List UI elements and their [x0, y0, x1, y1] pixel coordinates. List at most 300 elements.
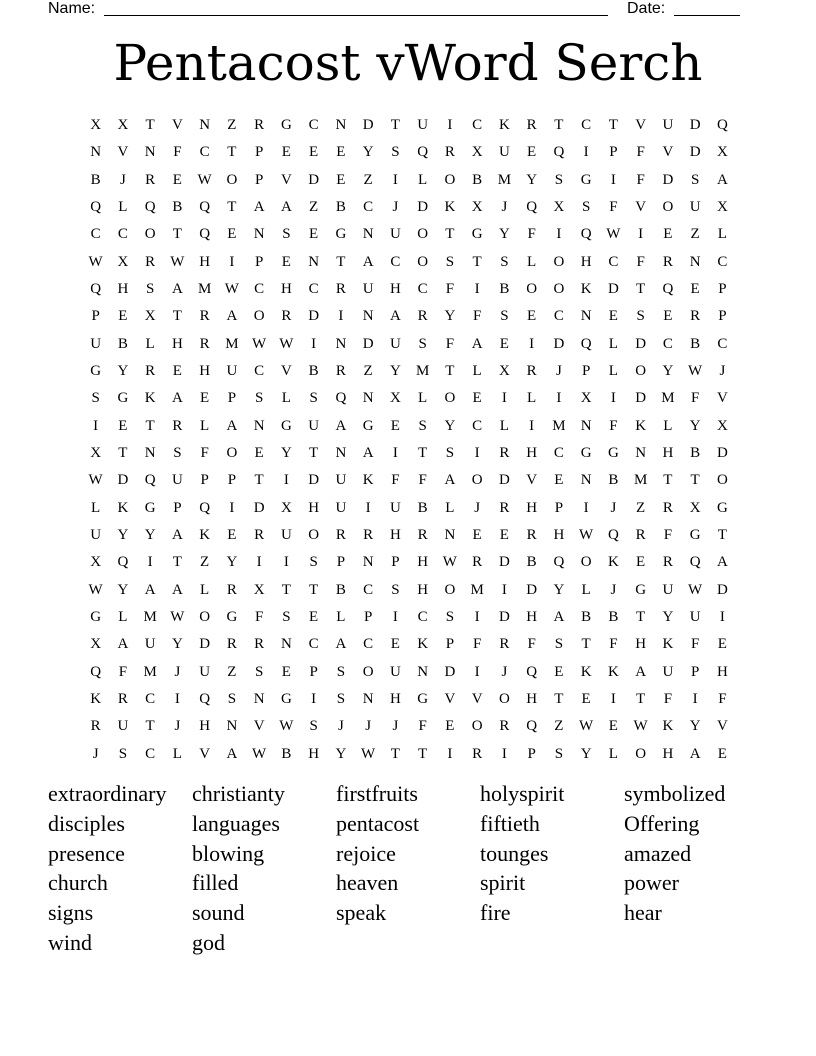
grid-letter: Q: [144, 472, 156, 489]
grid-letter: U: [335, 499, 347, 516]
grid-letter: H: [417, 554, 429, 571]
grid-letter: E: [554, 663, 564, 680]
grid-letter: H: [389, 690, 401, 707]
grid-letter: P: [91, 308, 100, 325]
grid-letter: T: [118, 444, 128, 461]
word-list-item: power: [624, 870, 679, 896]
grid-letter: I: [392, 171, 398, 188]
grid-letter: P: [336, 554, 346, 571]
word-list-row: [48, 869, 768, 899]
grid-letter: Y: [335, 745, 347, 762]
grid-letter: B: [608, 472, 619, 489]
grid-letter: W: [88, 253, 103, 270]
grid-letter: M: [415, 362, 430, 379]
grid-row: [82, 715, 736, 742]
grid-letter: P: [554, 499, 564, 516]
grid-letter: A: [171, 526, 183, 543]
grid-row: [82, 114, 736, 141]
grid-letter: Z: [227, 663, 237, 680]
grid-letter: N: [335, 444, 347, 461]
grid-letter: B: [581, 608, 592, 625]
grid-letter: H: [308, 745, 320, 762]
grid-letter: L: [200, 581, 210, 598]
grid-letter: E: [717, 745, 727, 762]
grid-letter: W: [170, 253, 185, 270]
grid-letter: W: [688, 362, 703, 379]
word-list-item: firstfruits: [336, 781, 418, 806]
grid-letter: I: [638, 226, 644, 243]
grid-row: [82, 169, 736, 196]
grid-letter: L: [527, 390, 537, 407]
word-list: [48, 780, 768, 959]
word-list-item: signs: [48, 900, 94, 926]
grid-letter: I: [583, 499, 589, 516]
grid-letter: R: [90, 718, 101, 735]
grid-letter: D: [362, 117, 374, 133]
grid-letter: Q: [607, 526, 619, 543]
grid-letter: H: [662, 444, 674, 461]
grid-letter: U: [335, 472, 347, 489]
grid-letter: B: [417, 499, 428, 516]
grid-letter: F: [254, 608, 264, 625]
grid-letter: E: [390, 636, 400, 653]
grid-letter: S: [173, 444, 182, 461]
grid-letter: T: [309, 444, 319, 461]
grid-row: [82, 743, 736, 770]
grid-letter: I: [556, 390, 562, 407]
grid-letter: P: [363, 608, 373, 625]
grid-letter: P: [254, 253, 264, 270]
grid-letter: O: [498, 690, 510, 707]
grid-letter: J: [610, 499, 617, 516]
grid-letter: L: [118, 198, 128, 215]
grid-letter: H: [308, 499, 320, 516]
word-list-item: church: [48, 870, 108, 896]
grid-letter: L: [145, 335, 155, 352]
grid-letter: C: [390, 253, 401, 270]
grid-letter: U: [389, 499, 401, 516]
word-list-item: hear: [624, 900, 662, 926]
grid-letter: P: [173, 499, 182, 516]
grid-letter: V: [280, 362, 292, 379]
grid-letter: T: [717, 526, 727, 543]
grid-letter: Q: [90, 198, 102, 215]
grid-letter: R: [172, 417, 183, 434]
grid-letter: R: [417, 526, 428, 543]
grid-letter: Q: [526, 718, 538, 735]
grid-letter: T: [390, 745, 400, 762]
grid-letter: Q: [553, 144, 565, 161]
word-list-item: symbolized: [624, 781, 726, 806]
grid-letter: M: [552, 417, 566, 434]
grid-letter: S: [254, 663, 264, 680]
grid-letter: N: [362, 390, 374, 407]
grid-row: [82, 606, 736, 633]
grid-letter: P: [445, 636, 455, 653]
grid-row: [82, 661, 736, 688]
grid-letter: E: [336, 144, 346, 161]
grid-letter: X: [253, 581, 265, 598]
grid-letter: Y: [444, 417, 456, 434]
grid-letter: O: [199, 608, 211, 625]
grid-letter: I: [392, 444, 398, 461]
grid-letter: Q: [526, 663, 538, 680]
grid-letter: D: [444, 663, 456, 680]
grid-letter: R: [472, 554, 483, 571]
grid-letter: K: [199, 526, 211, 543]
grid-letter: E: [200, 390, 210, 407]
grid-letter: V: [635, 117, 647, 133]
grid-letter: S: [418, 335, 427, 352]
grid-letter: F: [472, 636, 482, 653]
word-list-row: [48, 780, 768, 810]
grid-letter: J: [555, 362, 562, 379]
grid-letter: D: [498, 554, 510, 571]
grid-letter: O: [553, 253, 565, 270]
grid-letter: A: [226, 745, 238, 762]
grid-letter: Y: [689, 417, 701, 434]
grid-letter: V: [716, 390, 728, 407]
grid-letter: A: [226, 308, 238, 325]
grid-row: [82, 469, 736, 496]
grid-letter: R: [690, 308, 701, 325]
grid-letter: C: [417, 608, 428, 625]
grid-letter: Y: [580, 745, 592, 762]
grid-letter: J: [337, 718, 344, 735]
grid-letter: J: [719, 362, 726, 379]
word-list-item: extraordinary: [48, 781, 167, 806]
grid-letter: I: [610, 171, 616, 188]
grid-letter: S: [254, 390, 264, 407]
grid-letter: F: [418, 718, 427, 735]
grid-letter: D: [199, 636, 211, 653]
grid-letter: I: [174, 690, 180, 707]
grid-letter: A: [171, 280, 183, 297]
grid-letter: W: [252, 745, 267, 762]
grid-letter: I: [556, 226, 562, 243]
grid-letter: X: [90, 117, 102, 133]
grid-letter: S: [309, 390, 318, 407]
grid-letter: T: [145, 117, 155, 133]
grid-letter: N: [144, 444, 156, 461]
grid-letter: S: [282, 608, 291, 625]
grid-letter: J: [392, 718, 399, 735]
grid-letter: T: [636, 690, 646, 707]
word-list-item: presence: [48, 840, 125, 866]
word-list-item: speak: [336, 900, 387, 926]
grid-letter: A: [171, 390, 183, 407]
grid-letter: H: [280, 280, 292, 297]
grid-row: [82, 305, 736, 332]
grid-letter: I: [474, 663, 480, 680]
grid-letter: Z: [227, 117, 237, 133]
grid-letter: T: [554, 117, 564, 133]
grid-letter: Q: [90, 663, 102, 680]
word-list-item: languages: [192, 810, 280, 836]
grid-letter: D: [498, 472, 510, 489]
grid-letter: U: [144, 636, 156, 653]
grid-letter: R: [226, 636, 237, 653]
grid-letter: C: [308, 117, 319, 133]
grid-letter: N: [362, 690, 374, 707]
grid-letter: T: [390, 117, 400, 133]
grid-letter: G: [90, 608, 102, 625]
grid-letter: A: [362, 253, 374, 270]
grid-letter: P: [391, 554, 400, 571]
grid-letter: S: [336, 690, 346, 707]
grid-letter: W: [279, 335, 294, 352]
grid-letter: Q: [90, 280, 102, 297]
grid-letter: V: [253, 718, 265, 735]
grid-letter: T: [309, 581, 319, 598]
grid-letter: P: [309, 663, 318, 680]
grid-letter: H: [526, 499, 538, 516]
grid-letter: W: [88, 472, 103, 489]
grid-letter: E: [118, 417, 128, 434]
word-list-row: [48, 899, 768, 929]
grid-letter: X: [716, 417, 728, 434]
grid-letter: C: [308, 280, 319, 297]
grid-letter: E: [281, 253, 291, 270]
grid-letter: Z: [636, 499, 646, 516]
name-label: Name:: [48, 0, 96, 17]
grid-letter: I: [283, 472, 289, 489]
grid-letter: G: [689, 526, 701, 543]
grid-letter: S: [336, 663, 346, 680]
grid-letter: W: [606, 226, 621, 243]
grid-letter: V: [716, 718, 728, 735]
grid-letter: J: [365, 718, 372, 735]
grid-letter: K: [662, 718, 674, 735]
grid-letter: E: [663, 308, 673, 325]
grid-letter: J: [119, 171, 126, 188]
grid-letter: D: [308, 171, 320, 188]
grid-letter: F: [663, 690, 673, 707]
grid-letter: L: [418, 171, 428, 188]
grid-letter: Z: [554, 718, 564, 735]
grid-letter: T: [445, 226, 455, 243]
grid-letter: H: [662, 745, 674, 762]
grid-letter: D: [689, 117, 701, 133]
grid-letter: F: [118, 663, 128, 680]
grid-letter: C: [472, 417, 483, 434]
grid-letter: Q: [199, 690, 211, 707]
grid-row: [82, 333, 736, 360]
grid-letter: C: [581, 117, 592, 133]
grid-letter: E: [309, 144, 319, 161]
grid-letter: T: [145, 417, 155, 434]
grid-letter: O: [226, 171, 238, 188]
grid-letter: G: [362, 417, 374, 434]
word-list-item: god: [192, 929, 225, 955]
grid-letter: M: [197, 280, 212, 297]
grid-letter: C: [145, 690, 156, 707]
grid-letter: T: [172, 226, 182, 243]
grid-letter: R: [363, 526, 374, 543]
grid-letter: Q: [117, 554, 129, 571]
grid-letter: D: [253, 499, 265, 516]
grid-letter: L: [608, 745, 618, 762]
grid-letter: W: [170, 608, 185, 625]
grid-letter: P: [527, 745, 536, 762]
grid-letter: T: [472, 253, 482, 270]
grid-row: [82, 579, 736, 606]
grid-letter: C: [117, 226, 128, 243]
word-list-item: fiftieth: [480, 810, 540, 836]
grid-letter: G: [580, 444, 592, 461]
grid-letter: D: [662, 171, 674, 188]
grid-letter: I: [474, 608, 480, 625]
grid-letter: Y: [662, 362, 674, 379]
grid-letter: L: [608, 335, 618, 352]
grid-letter: P: [254, 144, 264, 161]
grid-letter: E: [254, 444, 264, 461]
word-list-row: [48, 840, 768, 870]
grid-letter: S: [554, 636, 564, 653]
word-list-item: fire: [480, 900, 511, 926]
grid-letter: W: [279, 718, 294, 735]
grid-letter: N: [362, 308, 374, 325]
grid-letter: J: [501, 663, 508, 680]
grid-letter: N: [362, 554, 374, 571]
grid-letter: I: [392, 608, 398, 625]
grid-letter: Q: [580, 226, 592, 243]
grid-letter: E: [499, 526, 509, 543]
grid-letter: D: [308, 472, 320, 489]
grid-letter: F: [636, 253, 645, 270]
grid-letter: Y: [117, 362, 129, 379]
grid-letter: N: [253, 417, 265, 434]
grid-letter: E: [281, 144, 291, 161]
grid-letter: G: [417, 690, 429, 707]
grid-letter: U: [171, 472, 183, 489]
grid-letter: I: [719, 608, 725, 625]
grid-letter: T: [227, 198, 237, 215]
grid-letter: U: [417, 117, 429, 133]
grid-letter: E: [636, 554, 646, 571]
grid-letter: O: [417, 253, 429, 270]
name-blank-line: [104, 15, 608, 16]
grid-letter: F: [445, 335, 455, 352]
grid-letter: S: [445, 253, 455, 270]
grid-letter: G: [226, 608, 238, 625]
grid-letter: W: [442, 554, 457, 571]
grid-letter: E: [608, 718, 618, 735]
grid-letter: X: [716, 144, 728, 161]
grid-letter: H: [580, 253, 592, 270]
grid-letter: L: [445, 499, 455, 516]
grid-letter: Z: [200, 554, 210, 571]
grid-letter: H: [526, 690, 538, 707]
grid-letter: B: [472, 171, 483, 188]
grid-letter: Q: [199, 499, 211, 516]
grid-letter: K: [607, 663, 619, 680]
grid-letter: O: [144, 226, 156, 243]
grid-letter: Y: [389, 362, 401, 379]
grid-letter: N: [689, 253, 701, 270]
grid-row: [82, 415, 736, 442]
grid-letter: U: [662, 581, 674, 598]
grid-letter: C: [553, 444, 564, 461]
grid-letter: X: [90, 444, 102, 461]
grid-letter: R: [335, 526, 346, 543]
grid-letter: F: [690, 636, 700, 653]
grid-letter: I: [311, 690, 317, 707]
grid-letter: B: [526, 554, 537, 571]
grid-letter: U: [689, 198, 701, 215]
grid-letter: Q: [417, 144, 429, 161]
grid-letter: V: [117, 144, 129, 161]
grid-letter: F: [200, 444, 209, 461]
grid-letter: B: [335, 198, 346, 215]
grid-row: [82, 524, 736, 551]
grid-letter: S: [445, 444, 455, 461]
grid-letter: L: [281, 390, 291, 407]
grid-letter: R: [145, 171, 156, 188]
grid-letter: S: [91, 390, 100, 407]
grid-letter: X: [90, 554, 102, 571]
word-list-item: heaven: [336, 870, 399, 896]
grid-row: [82, 497, 736, 524]
grid-letter: Y: [553, 581, 565, 598]
grid-letter: I: [529, 335, 535, 352]
grid-letter: D: [635, 335, 647, 352]
grid-letter: A: [471, 335, 483, 352]
grid-letter: G: [280, 417, 292, 434]
grid-letter: D: [526, 581, 538, 598]
grid-letter: R: [472, 745, 483, 762]
grid-letter: R: [662, 253, 673, 270]
grid-letter: W: [579, 718, 594, 735]
grid-letter: R: [254, 526, 265, 543]
grid-letter: X: [471, 144, 483, 161]
grid-letter: P: [227, 390, 237, 407]
grid-letter: L: [200, 417, 210, 434]
grid-letter: E: [608, 308, 618, 325]
grid-letter: T: [554, 690, 564, 707]
grid-letter: V: [171, 117, 183, 133]
grid-letter: N: [144, 144, 156, 161]
grid-letter: N: [280, 636, 292, 653]
grid-letter: D: [362, 335, 374, 352]
grid-letter: C: [717, 335, 728, 352]
grid-letter: R: [417, 308, 428, 325]
grid-letter: Z: [363, 362, 373, 379]
grid-letter: Q: [689, 554, 701, 571]
grid-letter: X: [117, 253, 129, 270]
grid-letter: G: [335, 226, 347, 243]
grid-letter: C: [254, 362, 265, 379]
grid-letter: U: [662, 663, 674, 680]
grid-letter: P: [581, 362, 591, 379]
grid-letter: F: [663, 526, 673, 543]
grid-letter: L: [418, 390, 428, 407]
grid-letter: E: [281, 663, 291, 680]
grid-letter: Y: [144, 526, 156, 543]
grid-letter: O: [308, 526, 320, 543]
grid-letter: E: [690, 280, 700, 297]
word-list-item: tounges: [480, 840, 549, 866]
grid-letter: S: [554, 171, 564, 188]
grid-letter: B: [172, 198, 183, 215]
grid-letter: S: [282, 226, 291, 243]
grid-letter: T: [690, 472, 700, 489]
grid-letter: P: [718, 308, 727, 325]
grid-letter: H: [553, 526, 565, 543]
grid-letter: R: [254, 117, 265, 133]
word-list-item: holyspirit: [480, 781, 565, 806]
grid-letter: S: [391, 144, 400, 161]
